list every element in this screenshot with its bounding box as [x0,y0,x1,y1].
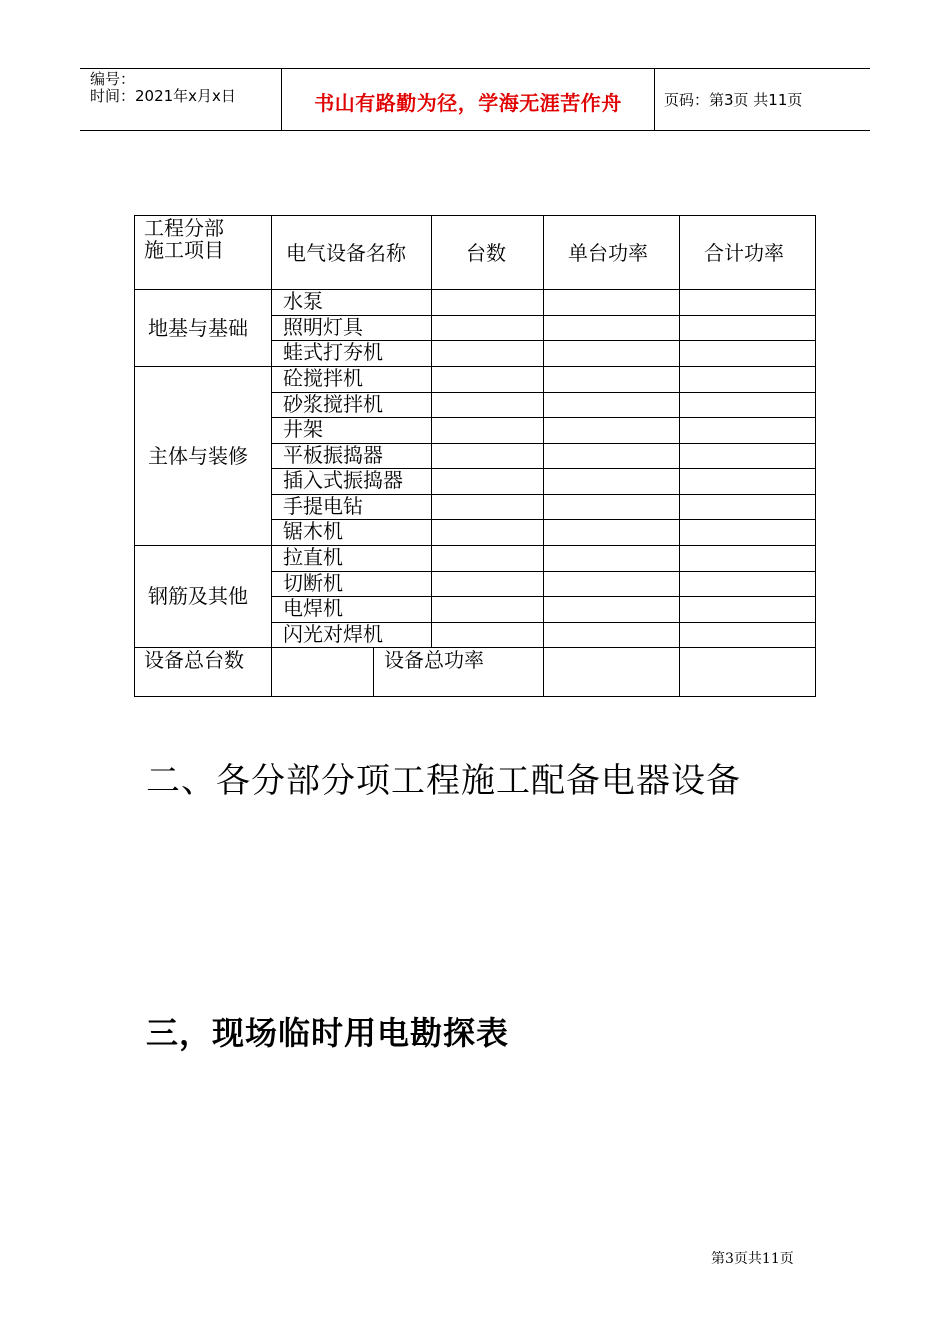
device-name-cell: 插入式振捣器 [283,468,403,492]
header-cell-category [144,217,224,261]
group-label: 地基与基础 [148,316,248,340]
section-heading-2: 二、各分部分项工程施工配备电器设备 [146,761,741,801]
total-count-label: 设备总台数 [144,648,244,672]
header-motto: 书山有路勤为径，学海无涯苦作舟 [314,91,622,115]
header-cell-device-name: 电气设备名称 [286,241,406,265]
document-number-label: 编号： [90,70,136,88]
device-name-cell: 砼搅拌机 [283,366,363,390]
header-cell-count: 台数 [466,241,506,265]
group-label: 主体与装修 [148,444,248,468]
header-divider [654,69,655,130]
group-label: 钢筋及其他 [148,584,248,608]
device-name-cell: 闪光对焊机 [283,622,383,646]
device-name-cell: 井架 [283,417,323,441]
total-power-label: 设备总功率 [384,648,484,672]
category-line-1: 工程分部 [144,216,224,240]
page-footer: 第3页共11页 [711,1251,794,1267]
section-heading-3: 三，现场临时用电勘探表 [146,1014,510,1052]
category-line-2: 施工项目 [144,238,224,262]
document-header [80,68,870,131]
device-name-cell: 平板振捣器 [283,443,383,467]
device-name-cell: 砂浆搅拌机 [283,392,383,416]
header-cell-total-power: 合计功率 [704,241,784,265]
header-cell-unit-power: 单台功率 [568,241,648,265]
equipment-table [134,215,816,697]
device-name-cell: 蛙式打夯机 [283,340,383,364]
device-name-cell: 手提电钻 [283,494,363,518]
document-time-label: 时间：2021年x月x日 [90,87,236,105]
device-name-cell: 拉直机 [283,545,343,569]
device-name-cell: 照明灯具 [283,315,363,339]
header-page-label: 页码：第3页 共11页 [664,91,803,109]
header-meta [90,71,236,105]
device-name-cell: 水泵 [283,289,323,313]
device-name-cell: 切断机 [283,571,343,595]
device-name-cell: 电焊机 [283,596,343,620]
device-name-cell: 锯木机 [283,519,343,543]
